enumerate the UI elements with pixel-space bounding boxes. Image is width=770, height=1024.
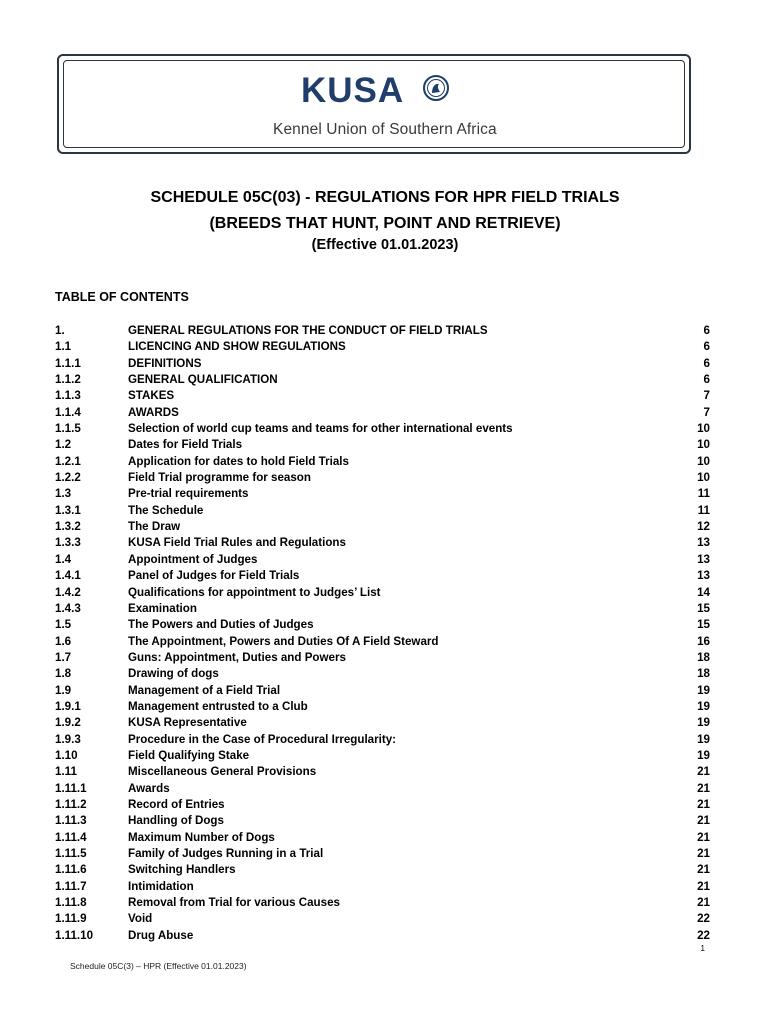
toc-entry-title: GENERAL QUALIFICATION — [128, 373, 278, 387]
toc-entry-title: Examination — [128, 601, 197, 615]
toc-entry-page: 14 — [697, 585, 710, 599]
toc-entry[interactable] — [55, 928, 710, 944]
toc-entry-title: The Powers and Duties of Judges — [128, 618, 314, 632]
toc-entry[interactable] — [55, 699, 710, 715]
toc-entry[interactable] — [55, 715, 710, 731]
toc-entry[interactable] — [55, 421, 710, 437]
toc-entry-number: 1.4.1 — [55, 569, 81, 583]
toc-entry[interactable] — [55, 372, 710, 388]
toc-entry-title: Application for dates to hold Field Trials — [128, 454, 349, 468]
toc-entry-number: 1.11.6 — [55, 863, 87, 877]
toc-entry[interactable] — [55, 911, 710, 927]
toc-entry-title: Record of Entries — [128, 797, 225, 811]
toc-entry[interactable] — [55, 617, 710, 633]
toc-entry-number: 1.6 — [55, 634, 72, 648]
toc-entry-page: 13 — [697, 569, 710, 583]
toc-entry-title: Qualifications for appointment to Judges’ List — [128, 585, 381, 599]
toc-entry-page: 10 — [697, 422, 710, 436]
toc-entry-page: 11 — [697, 503, 710, 517]
toc-entry[interactable] — [55, 764, 710, 780]
toc-entry-number: 1.3 — [55, 487, 72, 501]
toc-entry[interactable] — [55, 486, 710, 502]
toc-entry-title: Management entrusted to a Club — [128, 699, 308, 713]
toc-entry-title: DEFINITIONS — [128, 356, 202, 370]
toc-entry-page: 21 — [697, 765, 710, 779]
toc-entry[interactable] — [55, 748, 710, 764]
toc-entry[interactable] — [55, 535, 710, 551]
toc-entry[interactable] — [55, 519, 710, 535]
toc-entry-number: 1.2 — [55, 438, 72, 452]
toc-entry-number: 1.4.3 — [55, 601, 81, 615]
toc-entry-page: 11 — [697, 487, 710, 501]
toc-entry-page: 21 — [697, 830, 710, 844]
toc-entry-page: 19 — [697, 683, 710, 697]
toc-entry-number: 1.11.1 — [55, 781, 87, 795]
toc-entry[interactable] — [55, 454, 710, 470]
toc-entry-page: 19 — [697, 716, 710, 730]
toc-entry-page: 7 — [703, 405, 710, 419]
toc-entry-page: 21 — [697, 879, 710, 893]
toc-entry-page: 21 — [697, 847, 710, 860]
toc-entry-title: Guns: Appointment, Duties and Powers — [128, 650, 346, 664]
toc-entry-title: Drug Abuse — [128, 928, 194, 942]
toc-entry-page: 10 — [697, 438, 710, 452]
toc-entry-number: 1.10 — [55, 748, 78, 762]
toc-entry-page: 13 — [697, 536, 710, 550]
toc-entry-page: 18 — [697, 650, 710, 664]
toc-entry[interactable] — [55, 634, 710, 650]
toc-entry-number: 1.11.9 — [55, 912, 87, 926]
toc-entry-number: 1.1.5 — [55, 422, 81, 436]
toc-entry-number: 1.9.2 — [55, 716, 81, 730]
toc-entry-number: 1.3.1 — [55, 503, 81, 517]
logo-frame — [57, 54, 691, 154]
toc-entry[interactable] — [55, 879, 710, 895]
toc-entry-number: 1.4.2 — [55, 585, 81, 599]
toc-entry-number: 1.9.1 — [55, 699, 81, 713]
toc-entry-title: LICENCING AND SHOW REGULATIONS — [128, 340, 346, 354]
toc-entry-title: AWARDS — [128, 405, 179, 419]
toc-entry-page: 22 — [697, 912, 710, 926]
logo-wordmark: KUSA — [301, 71, 405, 110]
toc-entry[interactable] — [55, 683, 710, 699]
toc-entry[interactable] — [55, 356, 710, 372]
toc-entry-page: 19 — [697, 748, 710, 762]
toc-entry[interactable] — [55, 650, 710, 666]
toc-entry-page: 21 — [697, 863, 710, 877]
toc-entry-title: KUSA Representative — [128, 716, 247, 730]
toc-entry[interactable] — [55, 552, 710, 568]
toc-entry-title: Selection of world cup teams and teams for other international events — [128, 422, 513, 436]
toc-entry-number: 1.11.7 — [55, 879, 87, 893]
toc-entry-title: Drawing of dogs — [128, 667, 219, 681]
toc-entry[interactable] — [55, 405, 710, 421]
toc-entry-number: 1.11.4 — [55, 830, 87, 844]
toc-entry-number: 1.11.3 — [55, 814, 87, 828]
toc-entry[interactable] — [55, 813, 710, 829]
toc-entry-number: 1.3.3 — [55, 536, 81, 550]
toc-entry-page: 18 — [697, 667, 710, 681]
toc-entry-title: Handling of Dogs — [128, 814, 224, 828]
toc-entry[interactable] — [55, 568, 710, 584]
toc-heading: TABLE OF CONTENTS — [55, 290, 189, 304]
toc-entry[interactable] — [55, 437, 710, 453]
effective-date: (Effective 01.01.2023) — [311, 237, 459, 253]
toc-entry[interactable] — [55, 585, 710, 601]
toc-entry-number: 1.2.2 — [55, 471, 81, 485]
toc-entry-number: 1.1.2 — [55, 373, 81, 387]
toc-entry[interactable] — [55, 797, 710, 813]
toc-entry-number: 1.7 — [55, 650, 72, 664]
toc-entry-number: 1.5 — [55, 618, 72, 632]
toc-entry-page: 15 — [697, 601, 710, 615]
toc-entry-title: Maximum Number of Dogs — [128, 830, 275, 844]
toc-entry[interactable] — [55, 323, 710, 339]
toc-entry-number: 1.1.3 — [55, 389, 81, 403]
toc-entry-title: Dates for Field Trials — [128, 438, 243, 452]
logo-subtitle: Kennel Union of Southern Africa — [273, 121, 497, 138]
toc-entry-number: 1.11.8 — [55, 896, 87, 910]
toc-entry-title: Miscellaneous General Provisions — [128, 765, 317, 779]
toc-entry-number: 1.11 — [55, 765, 77, 779]
toc-entry-title: The Schedule — [128, 503, 204, 517]
toc-entry-page: 6 — [703, 340, 710, 354]
toc-entry-title: The Appointment, Powers and Duties Of A Field Steward — [128, 634, 439, 648]
toc-entry-number: 1.2.1 — [55, 454, 81, 468]
document-title: SCHEDULE 05C(03) - REGULATIONS FOR HPR FIELD TRIALS — [150, 189, 620, 206]
toc-entry-page: 21 — [697, 896, 710, 910]
toc-entry-title: Appointment of Judges — [128, 552, 258, 566]
toc-entry-title: Panel of Judges for Field Trials — [128, 569, 300, 583]
table-of-contents — [55, 323, 710, 944]
toc-entry-page: 19 — [697, 732, 710, 746]
toc-entry-number: 1.8 — [55, 667, 72, 681]
toc-entry-page: 6 — [703, 356, 710, 370]
toc-entry-title: Switching Handlers — [128, 863, 236, 877]
toc-entry-page: 16 — [697, 634, 710, 648]
toc-entry-title: Field Trial programme for season — [128, 471, 311, 485]
toc-entry-number: 1.3.2 — [55, 520, 81, 534]
toc-entry-number: 1.1 — [55, 340, 72, 354]
toc-entry-title: Awards — [128, 781, 170, 795]
toc-entry-number: 1.9 — [55, 683, 72, 697]
toc-entry-title: KUSA Field Trial Rules and Regulations — [128, 536, 346, 550]
document-subtitle: (BREEDS THAT HUNT, POINT AND RETRIEVE) — [209, 215, 561, 232]
toc-entry[interactable] — [55, 830, 710, 846]
toc-entry-page: 12 — [697, 520, 710, 534]
toc-entry[interactable] — [55, 470, 710, 486]
toc-entry[interactable] — [55, 503, 710, 519]
toc-entry-page: 21 — [697, 797, 710, 811]
toc-entry-number: 1.11.5 — [55, 847, 87, 860]
page-footer: Schedule 05C(3) – HPR (Effective 01.01.2023) — [70, 961, 247, 971]
toc-entry[interactable] — [55, 388, 710, 404]
toc-entry-title: Procedure in the Case of Procedural Irregularity: — [128, 732, 397, 746]
toc-entry-page: 21 — [697, 781, 710, 795]
toc-entry[interactable] — [55, 339, 710, 355]
toc-entry[interactable] — [55, 895, 710, 911]
toc-entry-title: The Draw — [128, 520, 181, 534]
toc-entry-number: 1.4 — [55, 552, 72, 566]
toc-entry-page: 22 — [697, 928, 710, 942]
page-number: 1 — [700, 944, 705, 953]
toc-entry-page: 7 — [703, 389, 710, 403]
toc-entry-title: GENERAL REGULATIONS FOR THE CONDUCT OF FIELD TRIALS — [128, 324, 488, 337]
toc-entry-number: 1. — [55, 324, 65, 337]
toc-entry-page: 13 — [697, 552, 710, 566]
toc-entry-title: Removal from Trial for various Causes — [128, 896, 340, 910]
toc-entry-title: Pre-trial requirements — [128, 487, 249, 501]
toc-entry-title: Void — [128, 912, 153, 926]
toc-entry-number: 1.11.10 — [55, 928, 94, 942]
toc-entry-title: Management of a Field Trial — [128, 683, 281, 697]
toc-entry[interactable] — [55, 732, 710, 748]
toc-entry-number: 1.11.2 — [55, 797, 87, 811]
toc-entry-page: 10 — [697, 454, 710, 468]
toc-entry-page: 6 — [703, 373, 710, 387]
toc-entry-number: 1.1.1 — [55, 356, 81, 370]
toc-entry-title: STAKES — [128, 389, 175, 403]
toc-entry[interactable] — [55, 781, 710, 797]
toc-entry-page: 19 — [697, 699, 710, 713]
toc-entry-title: Family of Judges Running in a Trial — [128, 847, 324, 860]
logo-seal-icon — [423, 75, 449, 101]
toc-entry-page: 21 — [697, 814, 710, 828]
toc-entry-number: 1.9.3 — [55, 732, 81, 746]
toc-entry[interactable] — [55, 666, 710, 682]
toc-entry-page: 15 — [697, 618, 710, 632]
toc-entry-title: Intimidation — [128, 879, 194, 893]
toc-entry-title: Field Qualifying Stake — [128, 748, 250, 762]
toc-entry-page: 10 — [697, 471, 710, 485]
toc-entry-page: 6 — [703, 324, 710, 337]
toc-entry[interactable] — [55, 601, 710, 617]
toc-entry[interactable] — [55, 846, 710, 862]
toc-entry-number: 1.1.4 — [55, 405, 81, 419]
toc-entry[interactable] — [55, 862, 710, 878]
